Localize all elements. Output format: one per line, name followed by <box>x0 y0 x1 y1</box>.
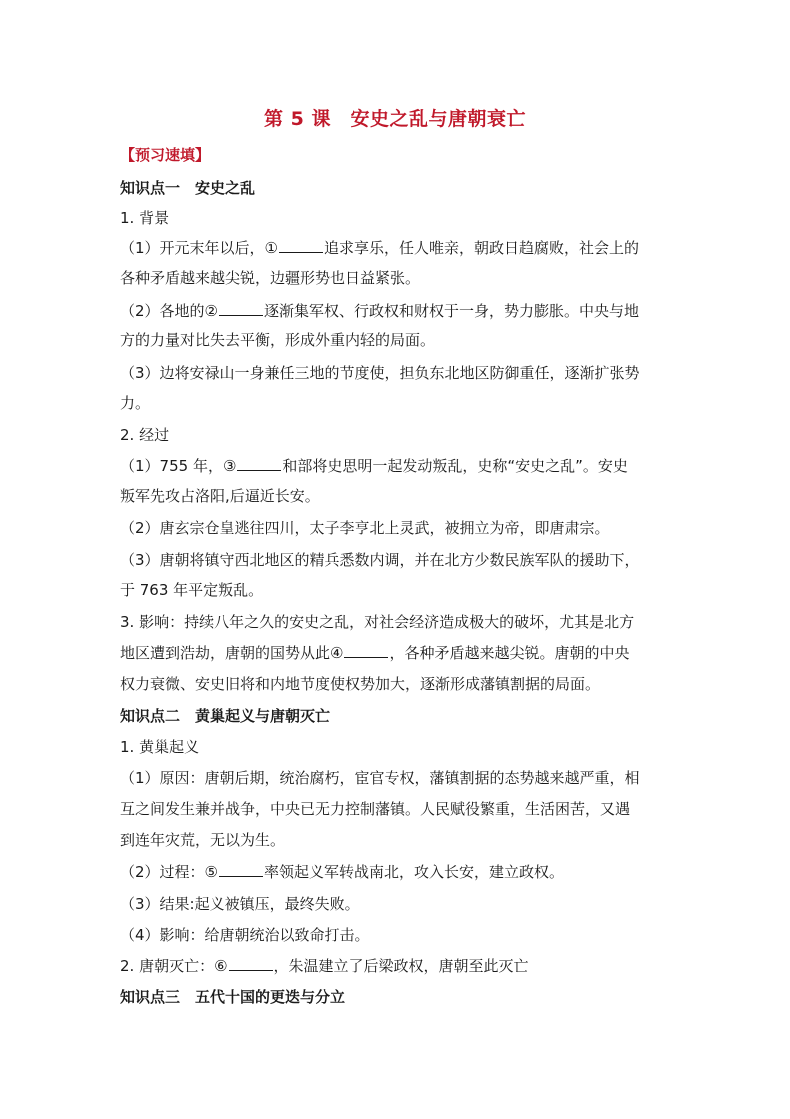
k1-proc-title: 2. 经过 <box>120 426 170 444</box>
text: （2）过程：⑤ <box>120 863 218 881</box>
fill-blank-2[interactable] <box>219 301 263 316</box>
fill-blank-3[interactable] <box>237 456 281 471</box>
text: 和部将史思明一起发动叛乱，史称“安史之乱”。安史 <box>282 457 628 475</box>
text: ，朱温建立了后梁政权，唐朝至此灭亡 <box>273 957 529 975</box>
text: ，各种矛盾越来越尖锐。唐朝的中央 <box>389 644 630 662</box>
k1-p1-line1 <box>120 456 628 476</box>
k1-p2: （2）唐玄宗仓皇逃往四川，太子李亨北上灵武，被拥立为帝，即唐肃宗。 <box>120 519 610 537</box>
k2-c1-line3: 到连年灾荒，无以为生。 <box>120 831 286 849</box>
text: 地区遭到浩劫，唐朝的国势从此④ <box>120 644 344 662</box>
text: 率领起义军转战南北，攻入长安，建立政权。 <box>264 863 565 881</box>
k1-heading: 知识点一 安史之乱 <box>120 179 256 197</box>
k1-bg3-line1: （3）边将安禄山一身兼任三地的节度使，担负东北地区防御重任，逐渐扩张势 <box>120 364 640 382</box>
fill-blank-1[interactable] <box>279 238 323 253</box>
k1-influence-line3: 权力衰微、安史旧将和内地节度使权势加大，逐渐形成藩镇割据的局面。 <box>120 675 601 693</box>
k2-t1: 1. 黄巢起义 <box>120 738 200 756</box>
k1-p3-line1: （3）唐朝将镇守西北地区的精兵悉数内调，并在北方少数民族军队的援助下， <box>120 551 640 569</box>
k1-bg-title: 1. 背景 <box>120 209 170 227</box>
k2-t2 <box>120 956 529 976</box>
k2-c3: （3）结果:起义被镇压，最终失败。 <box>120 895 360 913</box>
fill-blank-4[interactable] <box>344 643 388 658</box>
k1-bg2-line2: 方的力量对比失去平衡，形成外重内轻的局面。 <box>120 331 436 349</box>
k2-c1-line2: 互之间发生兼并战争，中央已无力控制藩镇。人民赋役繁重，生活困苦，又遇 <box>120 800 631 818</box>
k1-bg1-line2: 各种矛盾越来越尖锐，边疆形势也日益紧张。 <box>120 269 421 287</box>
fill-blank-6[interactable] <box>229 956 273 971</box>
fill-blank-5[interactable] <box>219 862 263 877</box>
k2-c4: （4）影响：给唐朝统治以致命打击。 <box>120 926 370 944</box>
text: （1）开元末年以后，① <box>120 239 278 257</box>
k1-bg3-line2: 力。 <box>120 394 151 412</box>
k2-heading: 知识点二 黄巢起义与唐朝灭亡 <box>120 707 331 725</box>
section-tag: 【预习速填】 <box>120 146 211 164</box>
k1-p1-line2: 叛军先攻占洛阳,后逼近长安。 <box>120 487 320 505</box>
k1-p3-line2: 于 763 年平定叛乱。 <box>120 581 264 599</box>
page-title: 第 5 课 安史之乱与唐朝衰亡 <box>264 108 526 130</box>
text: 2. 唐朝灭亡：⑥ <box>120 957 228 975</box>
k2-c2 <box>120 862 564 882</box>
text: 逐渐集军权、行政权和财权于一身，势力膨胀。中央与地 <box>264 302 640 320</box>
k1-bg2-line1 <box>120 301 639 321</box>
k1-bg1-line1 <box>120 238 639 258</box>
text: 追求享乐，任人唯亲，朝政日趋腐败，社会上的 <box>324 239 640 257</box>
text: （2）各地的② <box>120 302 218 320</box>
k3-heading: 知识点三 五代十国的更迭与分立 <box>120 988 346 1006</box>
text: （1）755 年，③ <box>120 457 237 475</box>
k1-influence-line1: 3. 影响：持续八年之久的安史之乱，对社会经济造成极大的破坏，尤其是北方 <box>120 613 635 631</box>
k2-c1-line1: （1）原因：唐朝后期，统治腐朽，宦官专权，藩镇割据的态势越来越严重，相 <box>120 769 640 787</box>
k1-influence-line2 <box>120 643 629 663</box>
